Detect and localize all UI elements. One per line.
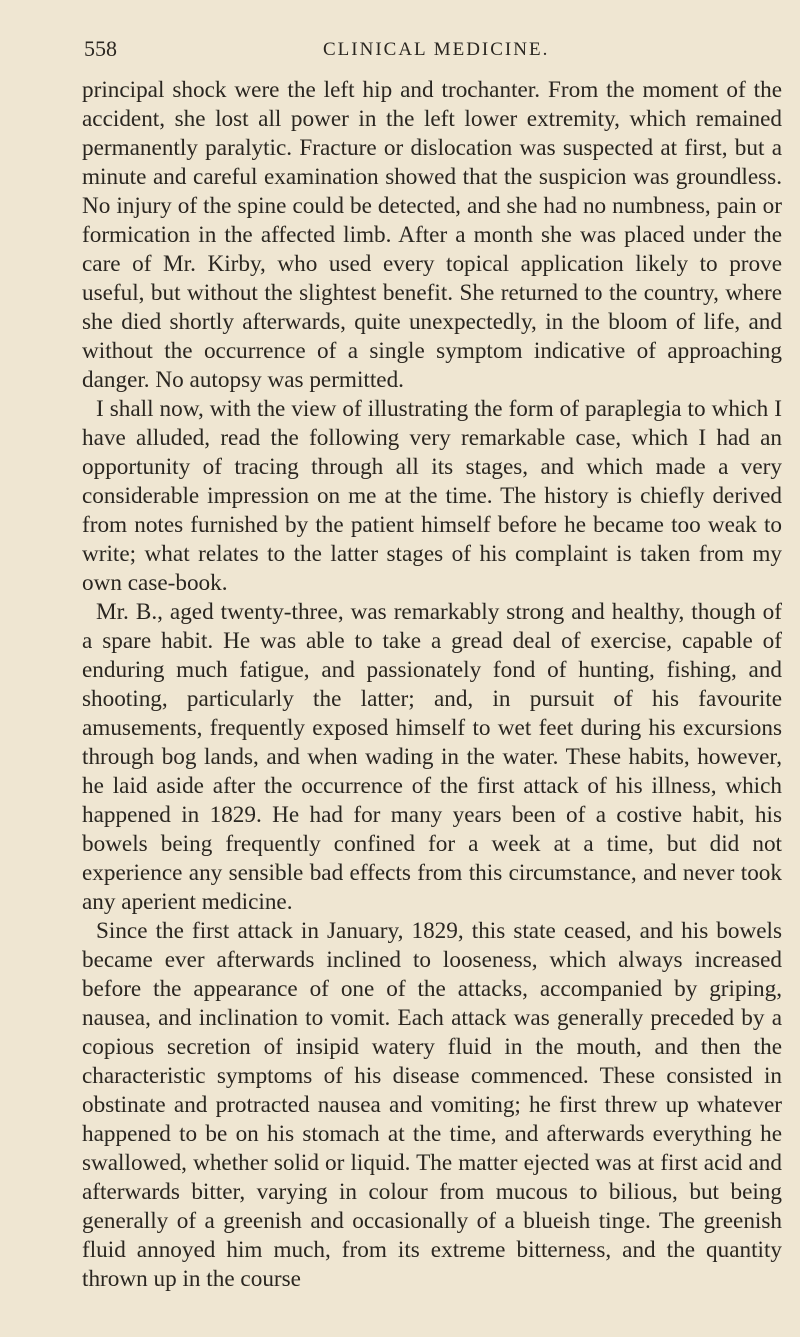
running-title: CLINICAL MEDICINE. (323, 39, 550, 60)
paragraph: principal shock were the left hip and trochanter. From the moment of the accident, she lost all power in the left lower extremity, which remained permanently paralytic. Fracture or dislocation was suspected at first, but a minute and careful examination showed that the suspicion was groundless. No injury of the spine could be detected, and she had no numbness, pain or formication in the affected limb. After a month she was placed under the care of Mr. Kirby, who used every topical application likely to prove useful, but without the slightest benefit. She returned to the country, where she died shortly afterwards, quite unexpectedly, in the bloom of life, and without the occurrence of a single symptom indicative of approaching danger. No autopsy was permitted. (82, 77, 782, 393)
paragraph: Since the first attack in January, 1829, this state ceased, and his bowels became ever afterwards inclined to looseness, which always increased before the appearance of one of the attacks, accompanied by griping, nausea, and inclination to vomit. Each attack was generally preceded by a copious secretion of insipid watery fluid in the mouth, and then the characteristic symptoms of his disease commenced. These consisted in obstinate and protracted nausea and vomiting; he first threw up whatever happened to be on his stomach at the time, and afterwards everything he swallowed, whether solid or liquid. The matter ejected was at first acid and afterwards bitter, varying in colour from mucous to bilious, but being generally of a greenish and occasionally of a blueish tinge. The greenish fluid annoyed him much, from its extreme bitterness, and the quantity thrown up in the course (82, 918, 782, 1292)
running-head (82, 30, 772, 76)
paragraph: Mr. B., aged twenty-three, was remarkably strong and healthy, though of a spare habit. He was able to take a gread deal of exercise, capable of enduring much fatigue, and passionately fond of hunting, fishing, and shooting, particularly the latter; and, in pursuit of his favourite amusements, frequently exposed himself to wet feet during his excursions through bog lands, and when wading in the water. These habits, however, he laid aside after the occurrence of the first attack of his illness, which happened in 1829. He had for many years been of a costive habit, his bowels being frequently confined for a week at a time, but did not experience any sensible bad effects from this circumstance, and never took any aperient medicine. (82, 599, 782, 915)
body-text (82, 76, 782, 1294)
paragraph: I shall now, with the view of illustrating the form of paraplegia to which I have alluded, read the following very remarkable case, which I had an opportunity of tracing through all its stages, and which made a very considerable impression on me at the time. The history is chiefly derived from notes furnished by the patient himself before he became too weak to write; what relates to the latter stages of his complaint is taken from my own case-book. (82, 396, 782, 596)
page-number: 558 (84, 36, 117, 61)
